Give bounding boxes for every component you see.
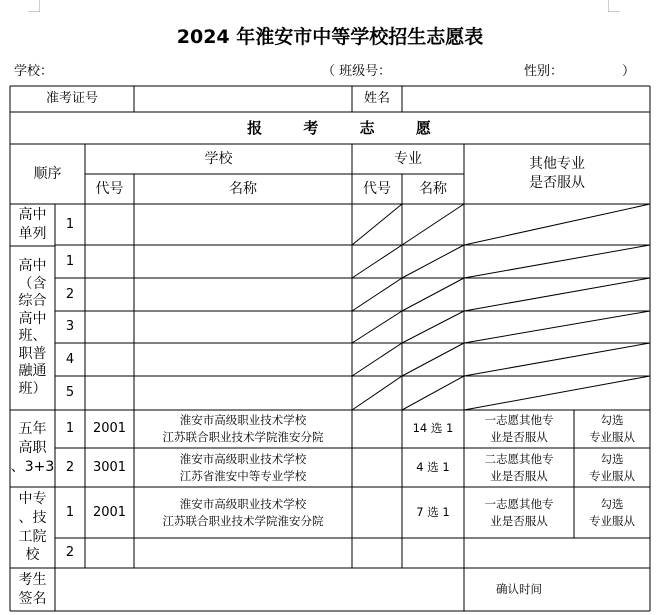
major-choice: 4 选 1 xyxy=(416,459,450,474)
accept-major-checkbox[interactable]: 勾选 专业服从 xyxy=(589,451,635,483)
school-group-header: 学校 xyxy=(204,150,233,167)
school-name-field[interactable] xyxy=(134,538,352,568)
seq-cell: 1 xyxy=(65,253,75,269)
gender-label[interactable]: 性别： xyxy=(524,64,564,79)
school-name-field[interactable] xyxy=(134,245,352,278)
signature-label: 考生 签名 xyxy=(18,571,47,607)
school-code-field[interactable] xyxy=(85,204,134,245)
school-name: 淮安市高级职业技术学校 江苏联合职业技术学院淮安分院 xyxy=(162,496,324,528)
name-label: 姓名 xyxy=(363,91,390,107)
school-code-field[interactable] xyxy=(85,311,134,343)
other-major-question: 一志愿其他专 业是否服从 xyxy=(484,496,554,528)
exam-number-label: 准考证号 xyxy=(45,91,98,107)
accept-major-field[interactable] xyxy=(574,538,650,568)
school-name-header: 名称 xyxy=(229,180,257,197)
seq-cell: 1 xyxy=(65,504,75,520)
seq-cell: 2 xyxy=(65,545,75,561)
school-code-field[interactable] xyxy=(85,245,134,278)
class-number-label[interactable]: （ 班级号： xyxy=(322,64,392,79)
school-name-field[interactable] xyxy=(134,278,352,311)
signature-field[interactable] xyxy=(55,568,464,611)
school-code: 2001 xyxy=(92,504,127,520)
diagonal-strikes xyxy=(352,204,650,410)
seq-cell: 3 xyxy=(65,319,75,335)
school-name-field[interactable] xyxy=(134,311,352,343)
major-code-field[interactable] xyxy=(352,448,402,487)
seq-cell: 1 xyxy=(65,421,75,437)
school-name: 淮安市高级职业技术学校 江苏联合职业技术学院淮安分院 xyxy=(162,413,324,444)
close-paren: ） xyxy=(622,64,636,79)
exam-number-field[interactable] xyxy=(134,86,352,112)
major-name-header: 名称 xyxy=(419,180,447,197)
seq-cell: 4 xyxy=(65,351,75,367)
other-major-question: 一志愿其他专 业是否服从 xyxy=(484,413,554,444)
confirm-time-field[interactable] xyxy=(574,568,650,611)
major-code-field[interactable] xyxy=(352,410,402,448)
school-label[interactable]: 学校： xyxy=(14,64,54,79)
school-code-field[interactable] xyxy=(85,538,134,568)
accept-major-checkbox[interactable]: 勾选 专业服从 xyxy=(589,496,635,528)
school-code-field[interactable] xyxy=(85,278,134,311)
confirm-time-label: 确认时间 xyxy=(496,582,542,597)
other-major-question: 二志愿其他专 业是否服从 xyxy=(484,451,554,483)
form-title: 2024 年淮安市中等学校招生志愿表 xyxy=(176,26,484,48)
school-code-field[interactable] xyxy=(85,343,134,376)
seq-cell: 2 xyxy=(65,286,75,302)
major-group-header: 专业 xyxy=(394,150,422,167)
order-header: 顺序 xyxy=(33,165,62,182)
major-code-field[interactable] xyxy=(352,487,402,538)
school-code: 2001 xyxy=(92,421,127,437)
school-code-field[interactable] xyxy=(85,376,134,410)
seq-cell: 5 xyxy=(65,385,75,401)
seq-cell: 2 xyxy=(65,459,75,475)
name-field[interactable] xyxy=(402,86,650,112)
section-heading: 报 考 志 愿 xyxy=(247,118,449,137)
school-code-header: 代号 xyxy=(95,180,124,197)
school-name-field[interactable] xyxy=(134,343,352,376)
major-choice: 7 选 1 xyxy=(416,504,450,519)
major-code-field[interactable] xyxy=(352,538,402,568)
school-name-field[interactable] xyxy=(134,376,352,410)
major-name-field[interactable] xyxy=(402,538,464,568)
school-name: 淮安市高级职业技术学校 江苏省淮安中等专业学校 xyxy=(179,451,307,483)
category-five-year: 五年 高职 、3+3 xyxy=(10,421,55,475)
major-choice: 14 选 1 xyxy=(412,421,454,436)
category-vocational: 中专 、技 工院 校 xyxy=(18,490,47,564)
other-major-field[interactable] xyxy=(464,538,574,568)
major-code-header: 代号 xyxy=(363,180,391,197)
accept-major-checkbox[interactable]: 勾选 专业服从 xyxy=(589,413,635,444)
other-major-header: 其他专业 是否服从 xyxy=(529,156,585,191)
school-name-field[interactable] xyxy=(134,204,352,245)
category-hs-only: 高中 单列 xyxy=(18,207,47,242)
seq-cell: 1 xyxy=(65,216,75,232)
school-code: 3001 xyxy=(92,459,127,475)
category-hs-combined: 高中 （含 综合 高中 班、 职普 融通 班） xyxy=(18,258,47,397)
